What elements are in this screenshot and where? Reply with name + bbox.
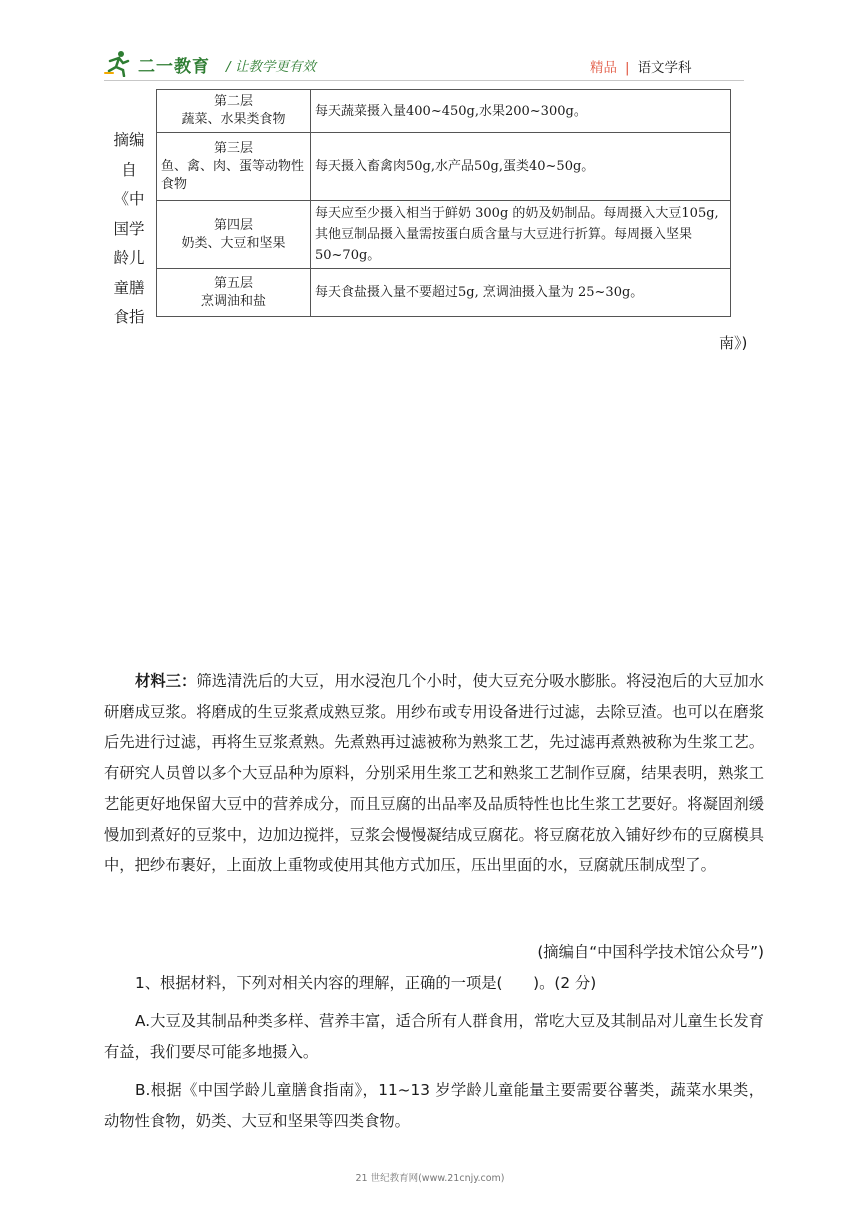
side-line: 摘编 xyxy=(113,131,145,149)
layer-food: 鱼、禽、肉、蛋等动物性食物 xyxy=(161,158,305,192)
layer-desc: 每天食盐摄入量不要超过5g, 烹调油摄入量为 25~30g。 xyxy=(311,269,731,317)
slogan: / 让教学更有效 xyxy=(226,59,316,75)
subject-tag: 语文学科 xyxy=(637,60,692,76)
layer-title: 第二层 xyxy=(213,94,253,109)
layer-cell xyxy=(157,201,311,269)
option-b: B.根据《中国学龄儿童膳食指南》，11~13 岁学龄儿童能量主要需要谷薯类，蔬菜水果类，动物性食物，奶类、大豆和坚果等四类食物。 xyxy=(104,1081,764,1130)
material3-paragraph xyxy=(104,666,764,881)
layer-cell xyxy=(157,90,311,133)
layer-cell xyxy=(157,269,311,317)
layer-desc: 每天蔬菜摄入量400~450g,水果200~300g。 xyxy=(311,90,731,133)
side-line: 自《中 xyxy=(113,160,145,208)
table-row xyxy=(157,269,731,317)
table-row xyxy=(157,133,731,201)
layer-food: 烹调油和盐 xyxy=(200,293,266,309)
layer-food: 蔬菜、水果类食物 xyxy=(181,112,286,127)
page-footer: 21 世纪教育网(www.21cnjy.com) xyxy=(355,1173,505,1184)
runner-logo-icon xyxy=(104,49,132,77)
header-separator: | xyxy=(625,60,630,76)
layer-title: 第五层 xyxy=(213,275,253,291)
layer-food: 奶类、大豆和坚果 xyxy=(181,235,286,251)
side-line: 食指 xyxy=(113,308,145,326)
material3-text: 筛选清洗后的大豆，用水浸泡几个小时，使大豆充分吸水膨胀。将浸泡后的大豆加水研磨成豆浆。将磨成的生豆浆煮成熟豆浆。用纱布或专用设备进行过滤，去除豆渣。也可以在磨浆后先进行过滤，再将生豆浆煮熟。先煮熟再过滤被称为熟浆工艺，先过滤再煮熟被称为生浆工艺。有研究人员曾以多个大豆品种为原料，分别采用生浆工艺和熟浆工艺制作豆腐，结果表明，熟浆工艺能更好地保留大豆中的营养成分，而且豆腐的出品率及品质特性也比生浆工艺要好。将凝固剂缓慢加到煮好的豆浆中，边加边搅拌，豆浆会慢慢凝结成豆腐花。将豆腐花放入铺好纱布的豆腐模具中，把纱布裹好，上面放上重物或使用其他方式加压，压出里面的水，豆腐就压制成型了。 xyxy=(104,672,764,875)
layer-desc: 每天应至少摄入相当于鲜奶 300g 的奶及奶制品。每周摄入大豆105g,其他豆制品摄入量需按蛋白质含量与大豆进行折算。每周摄入坚果50~70g。 xyxy=(311,201,731,269)
page-header xyxy=(0,0,860,82)
source-side-text xyxy=(108,126,150,333)
material3-source: (摘编自“中国科学技术馆公众号”) xyxy=(537,943,764,961)
layer-cell xyxy=(157,133,311,201)
source-end: 南》) xyxy=(719,334,748,352)
header-divider xyxy=(104,80,744,81)
layer-desc: 每天摄入畜禽肉50g,水产品50g,蛋类40~50g。 xyxy=(311,133,731,201)
logo-text: 二一教育 xyxy=(138,57,210,77)
layer-title: 第三层 xyxy=(213,140,253,156)
side-line: 国学 xyxy=(113,219,145,238)
material3-label: 材料三： xyxy=(135,672,197,690)
table-row xyxy=(157,90,731,133)
table-row xyxy=(157,201,731,269)
layer-title: 第四层 xyxy=(213,217,253,233)
question-stem: 1、根据材料，下列对相关内容的理解，正确的一项是( )。(2 分) xyxy=(135,974,597,992)
side-line: 童膳 xyxy=(113,278,145,297)
side-line: 龄儿 xyxy=(113,249,145,267)
premium-tag: 精品 xyxy=(590,60,617,76)
diet-pagoda-table xyxy=(156,89,731,317)
header-tags xyxy=(590,56,692,76)
option-a: A.大豆及其制品种类多样、营养丰富，适合所有人群食用，常吃大豆及其制品对儿童生长发育有益，我们要尽可能多地摄入。 xyxy=(104,1012,764,1061)
